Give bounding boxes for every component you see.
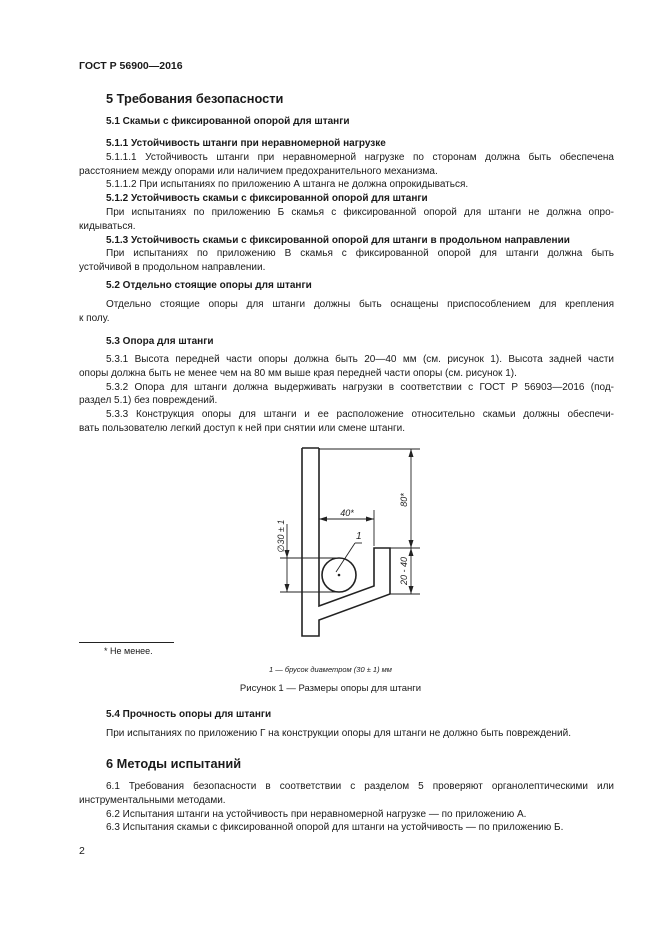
arrow-front-top (409, 548, 414, 556)
section-5-1-2-title: 5.1.2 Устойчивость скамьи с фиксированной опорой для штанги (106, 193, 428, 205)
section-6 (79, 757, 614, 771)
para-5-2-line2: к полу. (79, 312, 110, 324)
section-6-title: 6 Методы испытаний (106, 756, 242, 771)
figure-legend: 1 — брусок диаметром (30 ± 1) мм (269, 665, 392, 674)
section-5-2 (79, 279, 614, 293)
arrow-back-bottom (409, 540, 414, 548)
section-5-1 (79, 115, 614, 129)
para-5-1-3-line1: При испытаниях по приложению В скамья с фиксированной опорой для штанги должна быть (106, 248, 614, 260)
dim-label-diameter: ∅30 ± 1 (276, 519, 286, 553)
section-5-1-1 (79, 137, 614, 275)
section-5-1-3-title: 5.1.3 Устойчивость скамьи с фиксированной опорой для штанги в продольном направлении (106, 234, 570, 246)
support-profile (302, 448, 390, 636)
para-6-1-line1: 6.1 Требования безопасности в соответствии с разделом 5 проверяют органолептическими или (106, 781, 614, 792)
para-5-2-line1: Отдельно стоящие опоры для штанги должны быть оснащены приспособлением для крепления (106, 299, 614, 310)
arrow-back-top (409, 449, 414, 457)
para-5-4-line1: При испытаниях по приложению Г на конструкции опоры для штанги не должно быть повреждений. (106, 728, 571, 739)
section-5-4 (79, 708, 614, 722)
section-5-3 (79, 335, 614, 349)
para-5-1-3-line2: устойчивой в продольном направлении. (79, 262, 266, 274)
para-6-2: 6.2 Испытания штанги на устойчивость при неравномерной нагрузке — по приложению А. (106, 808, 527, 820)
page-number: 2 (79, 845, 85, 857)
bar-center-dot (338, 574, 341, 577)
section-5-4-title: 5.4 Прочность опоры для штанги (106, 709, 272, 720)
dim-label-width: 40* (340, 508, 354, 518)
section-5-1-title: 5.1 Скамьи с фиксированной опорой для штанги (106, 116, 350, 127)
section-5-1-1-title: 5.1.1 Устойчивость штанги при неравномерной нагрузке (106, 138, 386, 149)
arrow-width-left (319, 517, 327, 522)
para-5-3-2-line1: 5.3.2 Опора для штанги должна выдерживать нагрузки в соответствии с ГОСТ Р 56903—2016 (под- (106, 381, 614, 393)
para-5-3-2-line2: раздел 5.1) без повреждений. (79, 395, 218, 407)
arrow-diameter-bottom (285, 584, 290, 592)
para-5-1-1-2: 5.1.1.2 При испытаниях по приложению А штанга не должна опрокидываться. (106, 179, 469, 191)
para-5-1-1-1-line2: расстоянием между опорами или наличием предохранительного механизма. (79, 165, 438, 177)
para-5-1-2-line1: При испытаниях по приложению Б скамья с фиксированной опорой для штанги не должна опро- (106, 206, 614, 218)
section-5-3-body (79, 353, 614, 436)
callout-label: 1 (356, 531, 362, 542)
para-5-3-1-line1: 5.3.1 Высота передней части опоры должна быть 20—40 мм (см. рисунок 1). Высота задней части (106, 354, 614, 365)
para-5-3-3-line2: вать пользователю легкий доступ к ней при снятии или смене штанги. (79, 422, 406, 434)
section-5-2-title: 5.2 Отдельно стоящие опоры для штанги (106, 280, 312, 291)
arrow-width-right (366, 517, 374, 522)
para-5-1-1-1-line1: 5.1.1.1 Устойчивость штанги при неравномерной нагрузке по сторонам должна быть обеспечена (106, 151, 614, 163)
section-5-2-body (79, 298, 614, 326)
para-5-3-3-line1: 5.3.3 Конструкция опоры для штанги и ее расположение относительно скамьи должны обеспечи- (106, 409, 614, 421)
section-5-4-body (79, 727, 614, 741)
dim-label-back: 80* (399, 493, 409, 507)
section-6-body (79, 780, 614, 835)
section-5-title: 5 Требования безопасности (106, 91, 284, 106)
section-5 (79, 92, 614, 106)
para-5-3-1-line2: опоры должна быть не менее чем на 80 мм выше края передней части опоры (см. рисунок 1). (79, 367, 517, 379)
arrow-front-bottom (409, 586, 414, 594)
figure-caption: Рисунок 1 — Размеры опоры для штанги (239, 683, 422, 694)
section-5-3-title: 5.3 Опора для штанги (106, 336, 214, 347)
dim-label-front: 20 - 40 (399, 556, 409, 586)
figure-1-drawing (0, 440, 661, 640)
document-header: ГОСТ Р 56900—2016 (79, 60, 183, 72)
footnote: * Не менее. (104, 646, 153, 656)
para-5-1-2-line2: кидываться. (79, 220, 136, 232)
footnote-rule (79, 642, 174, 643)
para-6-3: 6.3 Испытания скамьи с фиксированной опорой для штанги на устойчивость — по приложению Б. (106, 822, 564, 834)
para-6-1-line2: инструментальными методами. (79, 794, 226, 806)
